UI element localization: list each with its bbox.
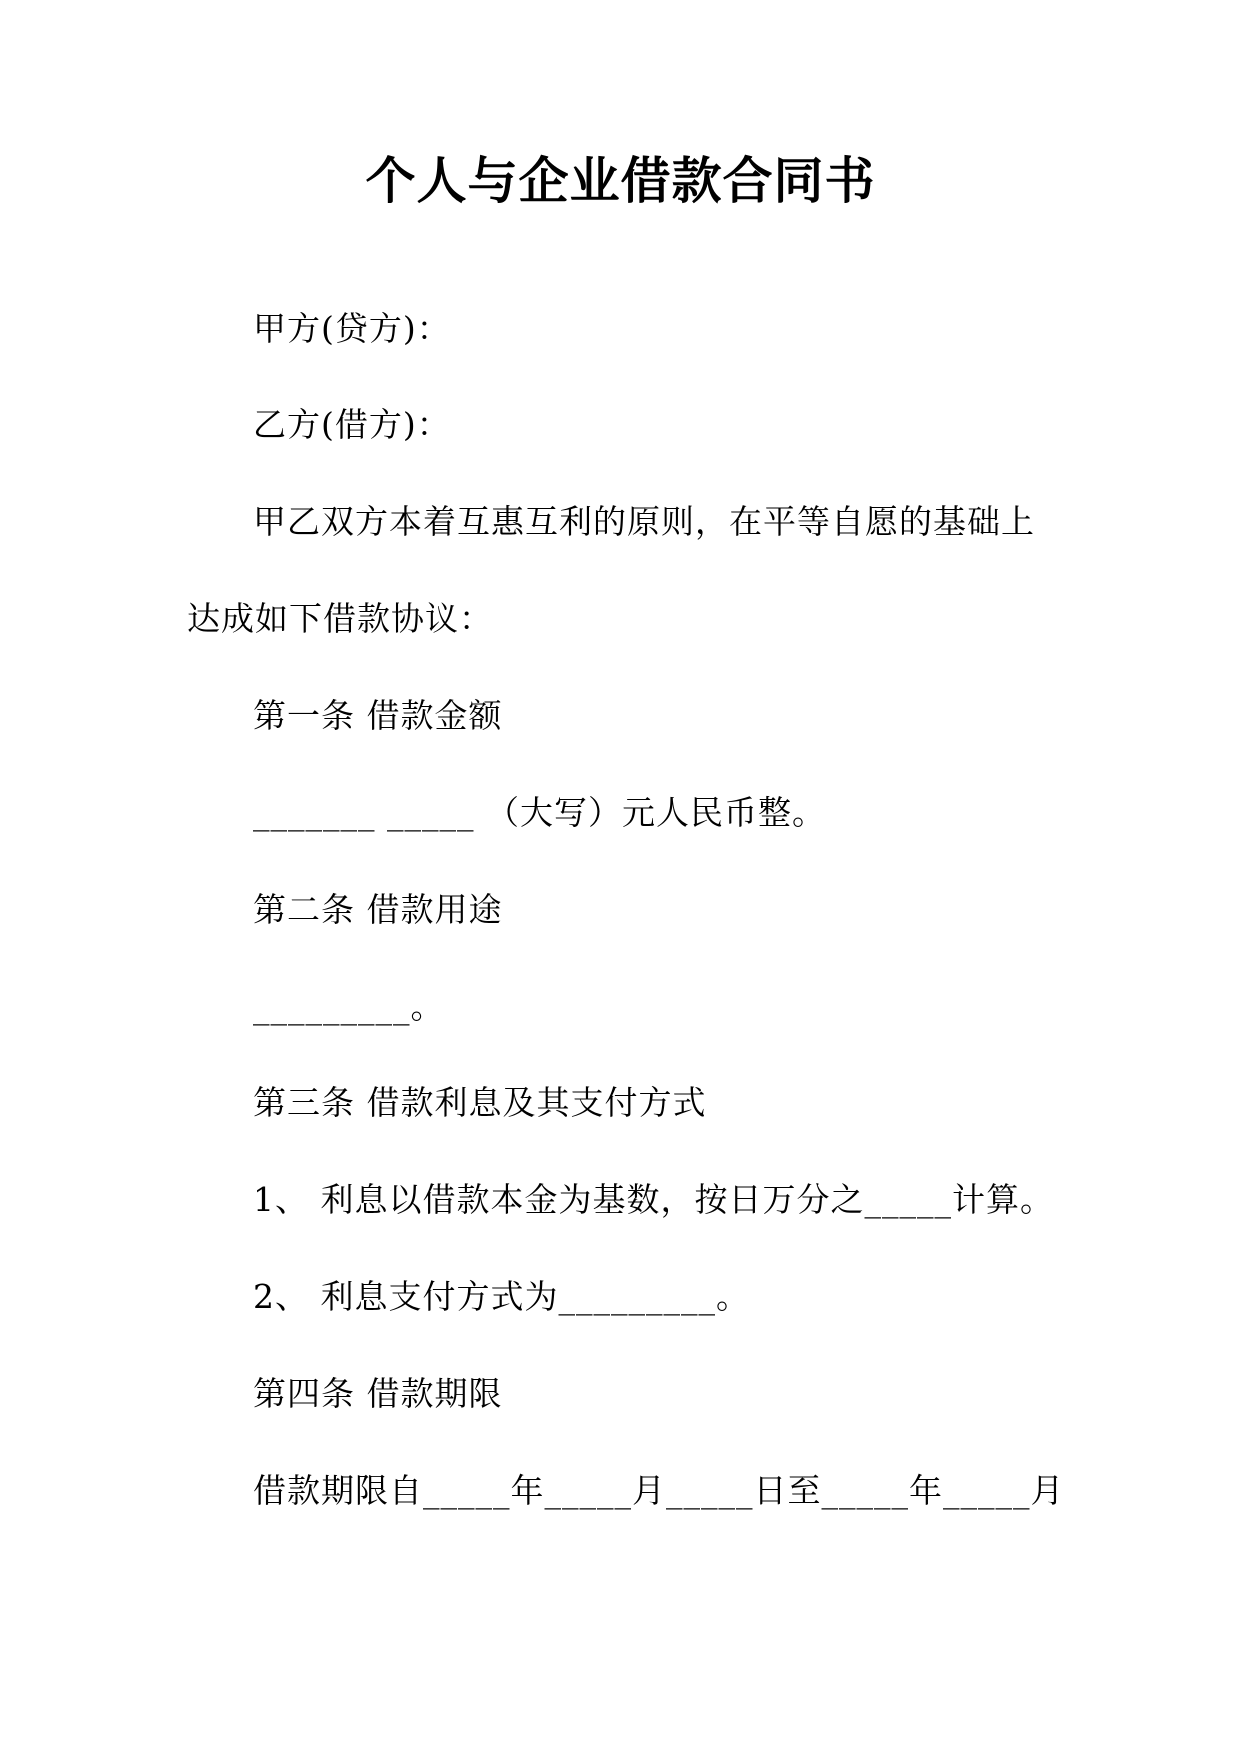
article-3-item-1: 1、 利息以借款本金为基数，按日万分之_____计算。 (253, 1180, 1054, 1219)
document-title: 个人与企业借款合同书 (365, 151, 876, 210)
article-2-purpose-line: _________。 (253, 987, 445, 1026)
article-4-heading: 第四条 借款期限 (253, 1374, 503, 1413)
borrower-line: 乙方(借方)： (253, 405, 451, 444)
article-1-amount-line: _______ _____ （大写）元人民币整。 (253, 793, 826, 832)
article-4-term-line: 借款期限自_____年_____月_____日至_____年_____月 (253, 1471, 1065, 1510)
article-3-heading: 第三条 借款利息及其支付方式 (253, 1083, 707, 1122)
lender-line: 甲方(贷方)： (253, 309, 451, 348)
intro-paragraph-line-2: 达成如下借款协议： (187, 599, 493, 638)
article-1-heading: 第一条 借款金额 (253, 696, 503, 735)
article-2-heading: 第二条 借款用途 (253, 890, 503, 929)
article-3-item-2: 2、 利息支付方式为_________。 (253, 1277, 750, 1316)
intro-paragraph-line-1: 甲乙双方本着互惠互利的原则，在平等自愿的基础上 (253, 502, 1035, 541)
